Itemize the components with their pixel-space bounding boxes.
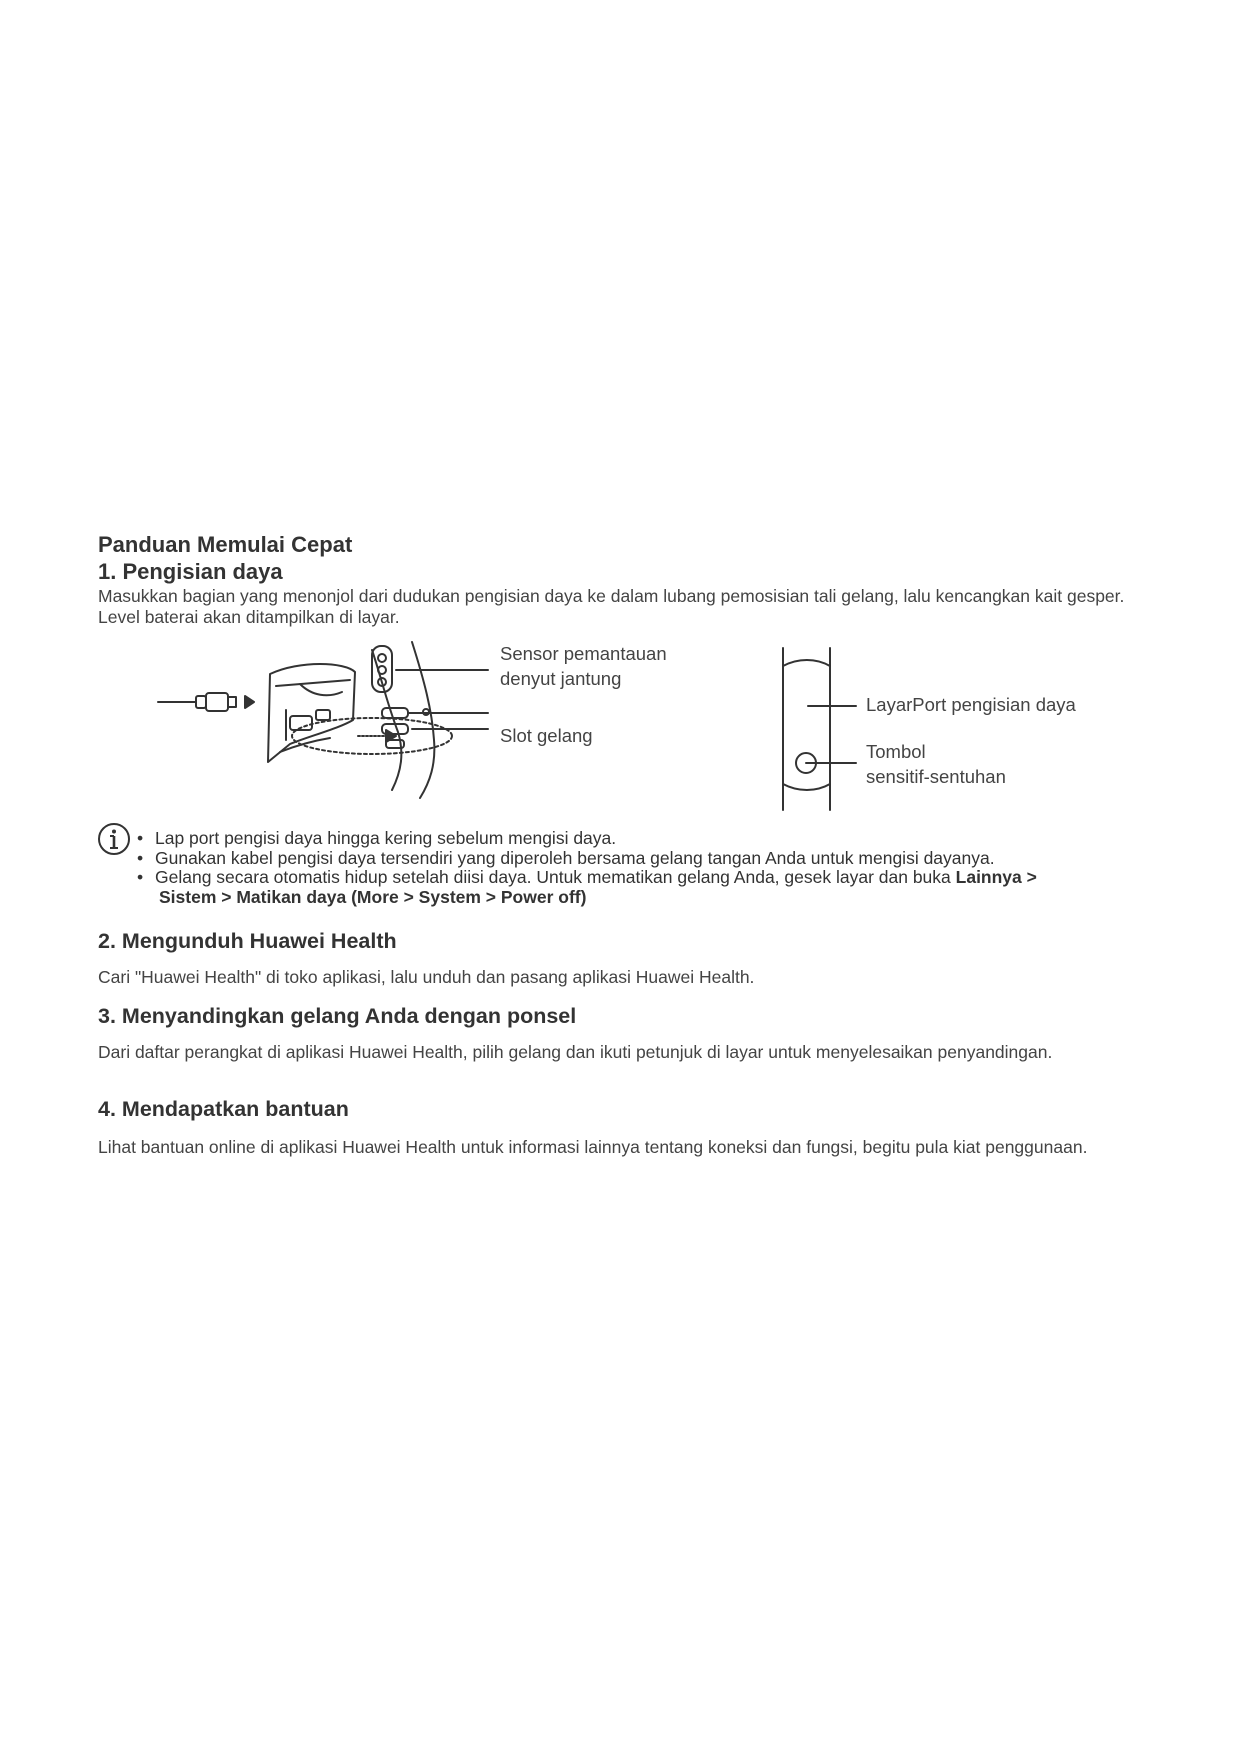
label-slot: Slot gelang [500, 725, 593, 746]
note-item: • Gunakan kabel pengisi daya tersendiri yang diperoleh bersama gelang tangan Anda untuk mengisi dayanya. [137, 847, 995, 868]
section-2-heading: 2. Mengunduh Huawei Health [98, 929, 397, 953]
info-icon [97, 822, 133, 858]
page-title: Panduan Memulai Cepat [98, 532, 353, 557]
charging-figure [150, 640, 500, 800]
note-item: • Gelang secara otomatis hidup setelah diisi daya. Untuk mematikan gelang Anda, gesek layar dan buka Lainnya > Sistem > Matikan daya (More > System > Power off) [137, 867, 1037, 907]
section-1-body: Masukkan bagian yang menonjol dari dudukan pengisian daya ke dalam lubang pemosisian tali gelang, lalu kencangkan kait gesper. Level baterai akan ditampilkan di layar. [98, 586, 1125, 627]
note-item: • Lap port pengisi daya hingga kering sebelum mengisi daya. [137, 828, 617, 848]
section-1-heading: 1. Pengisian daya [98, 559, 283, 584]
notes-list [135, 829, 1175, 907]
section-4-heading: 4. Mendapatkan bantuan [98, 1097, 349, 1121]
section-3-body: Dari daftar perangkat di aplikasi Huawei Health, pilih gelang dan ikuti petunjuk di layar untuk menyelesaikan penyandingan. [98, 1042, 1053, 1062]
label-sensor-line2: denyut jantung [500, 668, 622, 689]
label-sensor-line1: Sensor pemantauan [500, 643, 667, 664]
section-2-body: Cari "Huawei Health" di toko aplikasi, lalu unduh dan pasang aplikasi Huawei Health. [98, 967, 755, 987]
section-3-heading: 3. Menyandingkan gelang Anda dengan ponsel [98, 1004, 577, 1028]
label-button-line1: Tombol [866, 741, 926, 762]
label-button-line2: sensitif-sentuhan [866, 766, 1006, 787]
band-front-figure [770, 644, 870, 814]
label-screen-port: LayarPort pengisian daya [866, 694, 1076, 715]
section-4-body: Lihat bantuan online di aplikasi Huawei Health untuk informasi lainnya tentang koneksi dan fungsi, begitu pula kiat penggunaan. [98, 1137, 1088, 1157]
